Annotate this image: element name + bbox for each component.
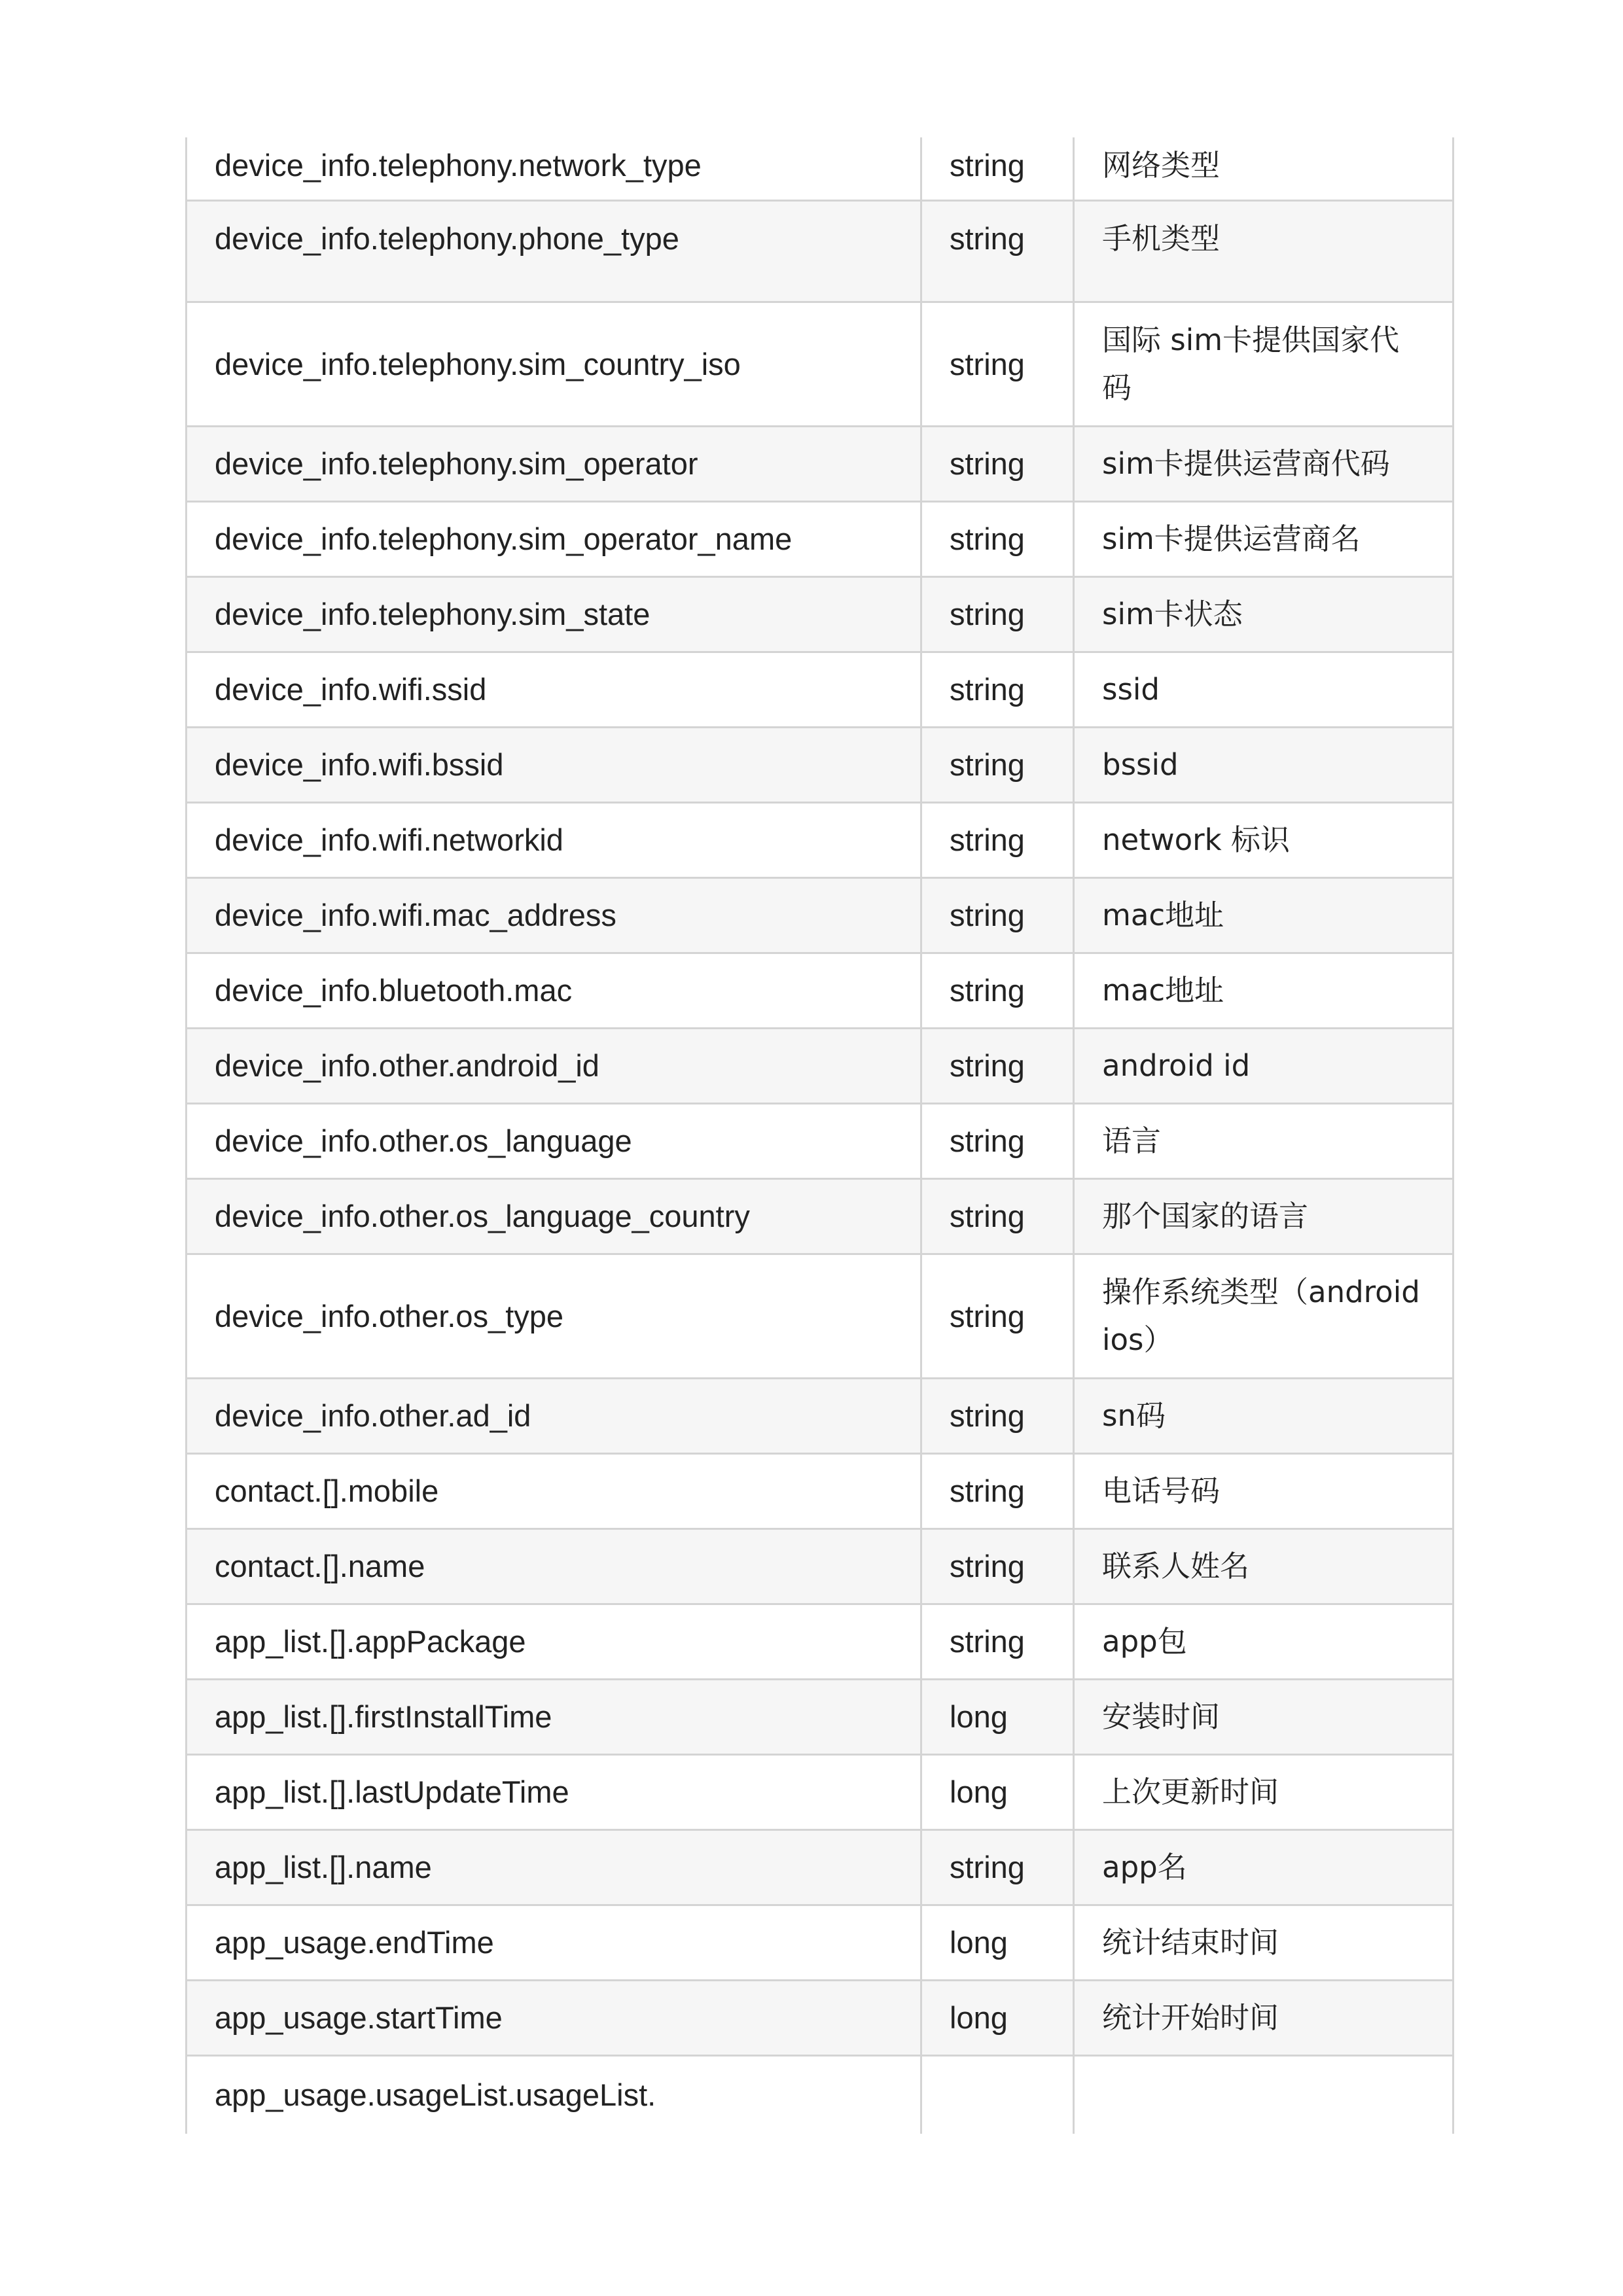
field-name-cell: device_info.wifi.bssid — [187, 727, 921, 802]
field-name-cell: device_info.other.os_language — [187, 1103, 921, 1178]
table-row — [187, 1254, 1454, 1378]
field-type-cell: string — [921, 200, 1074, 302]
field-type-cell: long — [921, 1754, 1074, 1829]
field-description-cell: mac地址 — [1074, 877, 1454, 953]
field-definition-table — [185, 137, 1454, 2134]
field-name-cell: contact.[].mobile — [187, 1453, 921, 1528]
field-description-cell: sim卡提供运营商名 — [1074, 501, 1454, 576]
field-description-cell: 那个国家的语言 — [1074, 1178, 1454, 1254]
field-name-cell: device_info.bluetooth.mac — [187, 953, 921, 1028]
field-type-cell: string — [921, 1028, 1074, 1103]
field-name-cell: device_info.wifi.mac_address — [187, 877, 921, 953]
field-name-cell: device_info.telephony.network_type — [187, 137, 921, 200]
table-row — [187, 2055, 1454, 2134]
table-row — [187, 137, 1454, 200]
field-type-cell: string — [921, 1254, 1074, 1378]
field-type-cell: string — [921, 1378, 1074, 1453]
field-description-cell: 网络类型 — [1074, 137, 1454, 200]
table-row — [187, 953, 1454, 1028]
table-row — [187, 1980, 1454, 2055]
field-name-cell: device_info.telephony.sim_state — [187, 576, 921, 652]
table-row — [187, 1679, 1454, 1754]
field-type-cell: string — [921, 1178, 1074, 1254]
field-type-cell: string — [921, 953, 1074, 1028]
table-row — [187, 1178, 1454, 1254]
table-row — [187, 302, 1454, 426]
table-row — [187, 1453, 1454, 1528]
field-description-cell — [1074, 2055, 1454, 2134]
field-description-cell: 国际 sim卡提供国家代码 — [1074, 302, 1454, 426]
field-type-cell: string — [921, 1103, 1074, 1178]
field-description-cell: 手机类型 — [1074, 200, 1454, 302]
field-type-cell: string — [921, 137, 1074, 200]
field-description-cell: mac地址 — [1074, 953, 1454, 1028]
field-name-cell: app_list.[].lastUpdateTime — [187, 1754, 921, 1829]
field-name-cell: device_info.telephony.phone_type — [187, 200, 921, 302]
field-type-cell: string — [921, 1453, 1074, 1528]
table-row — [187, 1905, 1454, 1980]
field-name-cell: device_info.other.ad_id — [187, 1378, 921, 1453]
field-type-cell: string — [921, 802, 1074, 877]
table-row — [187, 1103, 1454, 1178]
field-name-cell: device_info.telephony.sim_operator_name — [187, 501, 921, 576]
field-description-cell: sn码 — [1074, 1378, 1454, 1453]
field-type-cell: string — [921, 576, 1074, 652]
field-name-cell: device_info.wifi.networkid — [187, 802, 921, 877]
table-row — [187, 802, 1454, 877]
field-description-cell: app包 — [1074, 1604, 1454, 1679]
field-type-cell: long — [921, 1980, 1074, 2055]
field-name-cell: contact.[].name — [187, 1528, 921, 1604]
field-name-cell: device_info.telephony.sim_country_iso — [187, 302, 921, 426]
field-description-cell: 操作系统类型（android ios） — [1074, 1254, 1454, 1378]
field-description-cell: 电话号码 — [1074, 1453, 1454, 1528]
field-description-cell: 语言 — [1074, 1103, 1454, 1178]
field-name-cell: app_list.[].appPackage — [187, 1604, 921, 1679]
table-row — [187, 652, 1454, 727]
field-name-cell: app_list.[].name — [187, 1829, 921, 1905]
field-description-cell: app名 — [1074, 1829, 1454, 1905]
table-row — [187, 1604, 1454, 1679]
field-description-cell: 统计开始时间 — [1074, 1980, 1454, 2055]
field-description-cell: 统计结束时间 — [1074, 1905, 1454, 1980]
field-description-cell: sim卡提供运营商代码 — [1074, 426, 1454, 501]
table-row — [187, 1028, 1454, 1103]
field-type-cell: string — [921, 1829, 1074, 1905]
field-type-cell: string — [921, 652, 1074, 727]
field-type-cell: string — [921, 877, 1074, 953]
field-description-cell: 联系人姓名 — [1074, 1528, 1454, 1604]
field-type-cell: long — [921, 1679, 1074, 1754]
field-description-cell: android id — [1074, 1028, 1454, 1103]
field-name-cell: device_info.other.os_type — [187, 1254, 921, 1378]
field-description-cell: 上次更新时间 — [1074, 1754, 1454, 1829]
table-row — [187, 1378, 1454, 1453]
field-type-cell: string — [921, 1604, 1074, 1679]
field-name-cell: app_usage.startTime — [187, 1980, 921, 2055]
table-row — [187, 501, 1454, 576]
field-name-cell: app_list.[].firstInstallTime — [187, 1679, 921, 1754]
field-name-cell: device_info.telephony.sim_operator — [187, 426, 921, 501]
table-row — [187, 877, 1454, 953]
table-row — [187, 1829, 1454, 1905]
field-name-cell: device_info.other.os_language_country — [187, 1178, 921, 1254]
table-row — [187, 1754, 1454, 1829]
field-type-cell: long — [921, 1905, 1074, 1980]
field-description-cell: sim卡状态 — [1074, 576, 1454, 652]
field-name-cell: app_usage.usageList.usageList. — [187, 2055, 921, 2134]
table-row — [187, 1528, 1454, 1604]
field-name-cell: device_info.other.android_id — [187, 1028, 921, 1103]
field-name-cell: app_usage.endTime — [187, 1905, 921, 1980]
field-description-cell: ssid — [1074, 652, 1454, 727]
field-type-cell: string — [921, 1528, 1074, 1604]
field-type-cell: string — [921, 302, 1074, 426]
table-row — [187, 426, 1454, 501]
field-description-cell: 安装时间 — [1074, 1679, 1454, 1754]
field-name-cell: device_info.wifi.ssid — [187, 652, 921, 727]
field-type-cell: string — [921, 727, 1074, 802]
table-row — [187, 200, 1454, 302]
table-row — [187, 576, 1454, 652]
field-type-cell — [921, 2055, 1074, 2134]
table-row — [187, 727, 1454, 802]
field-description-cell: network 标识 — [1074, 802, 1454, 877]
field-type-cell: string — [921, 426, 1074, 501]
field-type-cell: string — [921, 501, 1074, 576]
field-description-cell: bssid — [1074, 727, 1454, 802]
